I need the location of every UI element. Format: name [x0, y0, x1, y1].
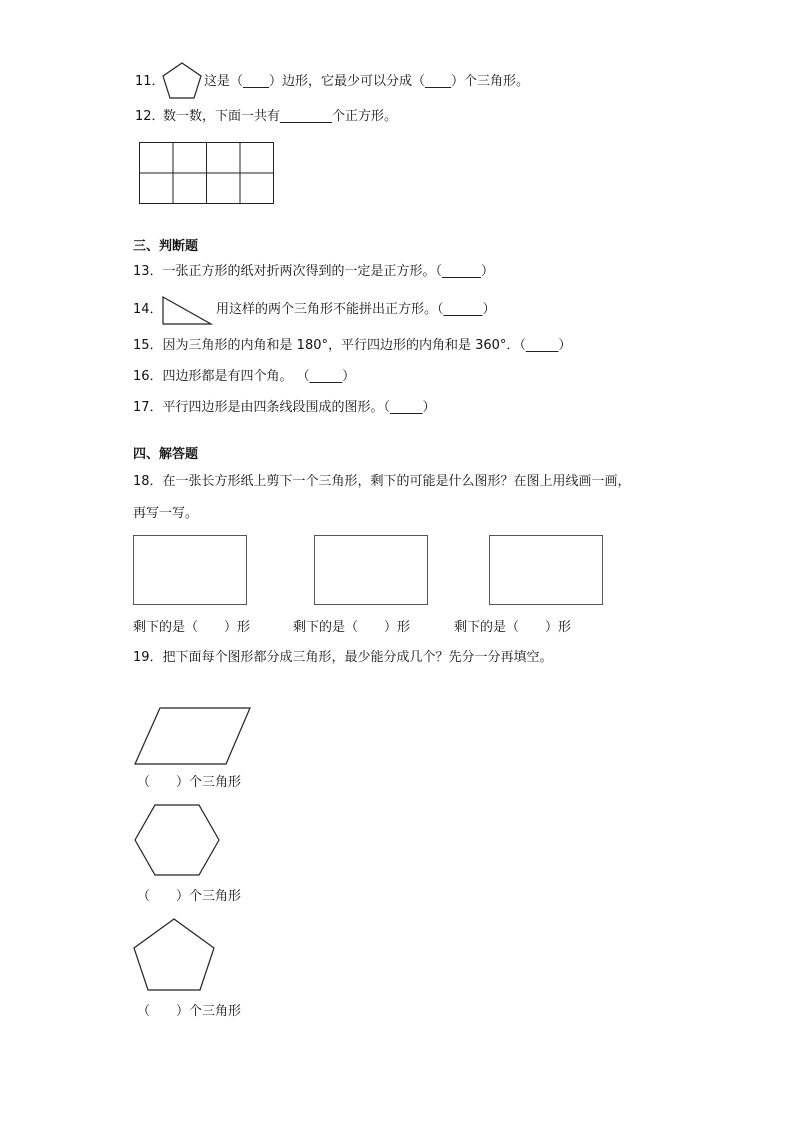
q18-text-line1: 18．在一张长方形纸上剪下一个三角形，剩下的可能是什么图形？在图上用线画一画，: [133, 474, 631, 489]
q12-text: 数一数，下面一共有________个正方形。: [163, 109, 398, 124]
q19-text: 19．把下面每个图形都分成三角形，最少能分成几个？先分一分再填空。: [133, 650, 553, 665]
q19-answer-3: （ ）个三角形: [137, 1004, 242, 1019]
pentagon-icon: [160, 60, 204, 102]
q16-text: 16．四边形都是有四个角。 （_____）: [133, 369, 356, 384]
parallelogram-figure: [133, 706, 253, 766]
q18-answer-3: 剩下的是（ ）形: [454, 620, 572, 635]
section-4-title: 四、解答题: [133, 447, 199, 462]
q14-text: 用这样的两个三角形不能拼出正方形。（______）: [216, 302, 496, 317]
q19-answer-2: （ ）个三角形: [137, 889, 242, 904]
q12-text-number: 12．: [135, 109, 165, 124]
q18-answer-1: 剩下的是（ ）形: [133, 620, 251, 635]
q18-text-line2: 再写一写。: [133, 506, 199, 521]
rectangle-figure-2: [314, 535, 429, 606]
q15-text: 15．因为三角形的内角和是 180°，平行四边形的内角和是 360°．（_____）: [133, 338, 572, 353]
q18-answer-2: 剩下的是（ ）形: [293, 620, 411, 635]
section-3-title: 三、判断题: [133, 239, 199, 254]
right-triangle-icon: [160, 295, 214, 327]
q19-answer-1: （ ）个三角形: [137, 775, 242, 790]
rectangle-figure-1: [133, 535, 248, 606]
square-grid-figure: [139, 142, 275, 205]
q11-number: 11．: [135, 74, 165, 89]
pentagon-figure: [132, 917, 216, 993]
rectangle-figure-3: [489, 535, 604, 606]
q14-number: 14．: [133, 302, 163, 317]
q17-text: 17．平行四边形是由四条线段围成的图形。（_____）: [133, 400, 436, 415]
q13-text: 13．一张正方形的纸对折两次得到的一定是正方形。（______）: [133, 264, 495, 279]
hexagon-figure: [133, 803, 221, 878]
q11-text: 这是（____）边形，它最少可以分成（____）个三角形。: [204, 74, 530, 89]
